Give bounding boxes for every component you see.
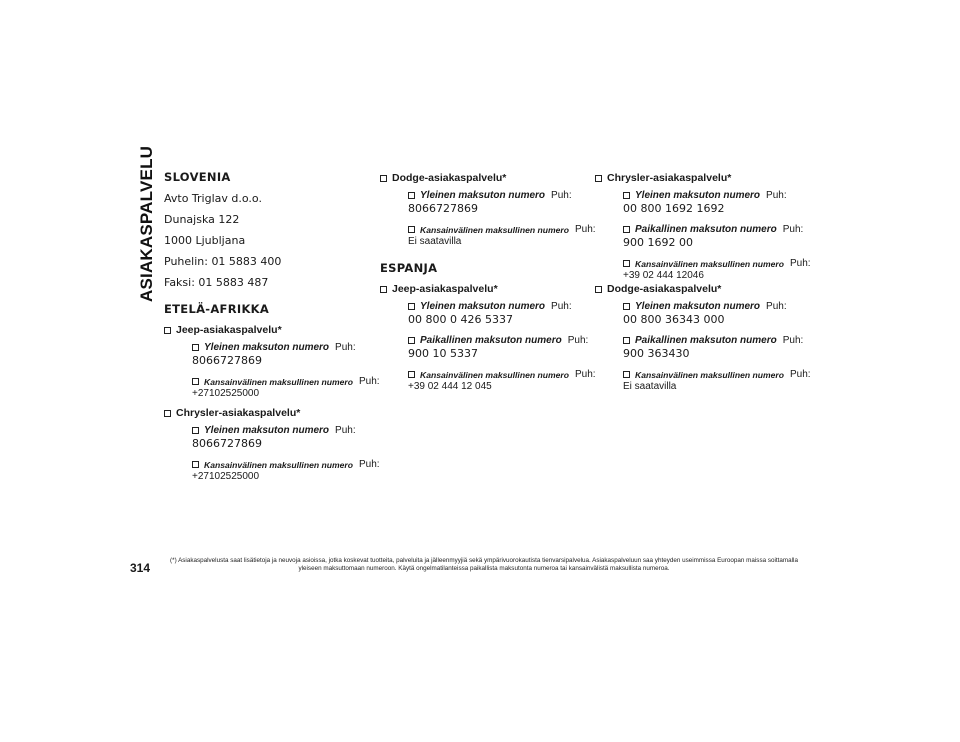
item-label: Yleinen maksuton numero (204, 342, 330, 353)
column-2 (380, 168, 596, 400)
checkbox-bullet-icon (408, 337, 415, 344)
za-chrysler-item2 (192, 459, 380, 482)
es-chrysler-item1 (623, 190, 795, 216)
es-dodge-item1 (623, 301, 795, 327)
es-chrysler-item2 (623, 224, 804, 250)
checkbox-bullet-icon (408, 192, 415, 199)
phone-number: 900 363430 (623, 347, 690, 360)
checkbox-bullet-icon (408, 303, 415, 310)
es-dodge-service (595, 283, 795, 295)
za-dodge-item1 (408, 190, 575, 216)
checkbox-bullet-icon (623, 260, 630, 267)
puh-label: Puh: (567, 335, 589, 346)
phone-number: 00 800 36343 000 (623, 313, 725, 326)
heading-slovenia: SLOVENIA (164, 170, 231, 184)
es-dodge-item3 (623, 369, 811, 392)
checkbox-bullet-icon (192, 344, 199, 351)
checkbox-bullet-icon (408, 226, 415, 233)
checkbox-bullet-icon (595, 175, 602, 182)
puh-label: Puh: (766, 190, 787, 201)
column-1 (164, 168, 380, 490)
slovenia-line: 1000 Ljubljana (164, 234, 246, 247)
item-label: Paikallinen maksuton numero (420, 335, 562, 346)
puh-label: Puh: (766, 301, 787, 312)
slovenia-line: Puhelin: 01 5883 400 (164, 255, 282, 268)
phone-number: 900 10 5337 (408, 347, 478, 360)
checkbox-bullet-icon (192, 427, 199, 434)
es-jeep-item3 (408, 369, 596, 392)
za-jeep-service (164, 324, 354, 336)
slovenia-line: Dunajska 122 (164, 213, 240, 226)
es-chrysler-item3 (623, 258, 811, 281)
item-label: Yleinen maksuton numero (204, 425, 330, 436)
checkbox-bullet-icon (623, 303, 630, 310)
checkbox-bullet-icon (164, 327, 171, 334)
checkbox-bullet-icon (623, 337, 630, 344)
es-jeep-service (380, 283, 575, 295)
puh-label: Puh: (575, 224, 596, 235)
za-dodge-service (380, 172, 575, 184)
za-chrysler-label: Chrysler-asiakaspalvelu* (176, 407, 301, 419)
es-chrysler-service (595, 172, 795, 184)
puh-label: Puh: (790, 258, 811, 269)
item-label: Kansainvälinen maksullinen numero (635, 258, 785, 269)
checkbox-bullet-icon (380, 175, 387, 182)
slovenia-line: Faksi: 01 5883 487 (164, 276, 269, 289)
side-title-text: ASIAKASPALVELU (137, 145, 156, 302)
es-jeep-label: Jeep-asiakaspalvelu* (392, 283, 498, 295)
column-3 (595, 168, 811, 400)
es-jeep-item1 (408, 301, 575, 327)
slovenia-line: Avto Triglav d.o.o. (164, 192, 262, 205)
item-label: Kansainvälinen maksullinen numero (204, 459, 354, 470)
item-label: Kansainvälinen maksullinen numero (204, 376, 354, 387)
checkbox-bullet-icon (595, 286, 602, 293)
page-number: 314 (130, 561, 151, 575)
phone-number: 900 1692 00 (623, 236, 693, 249)
es-dodge-label: Dodge-asiakaspalvelu* (607, 283, 722, 295)
phone-number: 8066727869 (408, 202, 478, 215)
puh-label: Puh: (790, 369, 811, 380)
za-jeep-item1 (192, 342, 354, 368)
phone-number: 8066727869 (192, 437, 262, 450)
puh-label: Puh: (359, 459, 380, 470)
za-dodge-label: Dodge-asiakaspalvelu* (392, 172, 507, 184)
phone-number: +27102525000 (192, 388, 260, 399)
za-jeep-item2 (192, 376, 380, 399)
checkbox-bullet-icon (192, 378, 199, 385)
item-label: Kansainvälinen maksullinen numero (420, 224, 570, 235)
phone-number: +39 02 444 12 045 (408, 381, 492, 392)
phone-number: +27102525000 (192, 471, 260, 482)
checkbox-bullet-icon (164, 410, 171, 417)
item-label: Paikallinen maksuton numero (635, 335, 777, 346)
puh-label: Puh: (551, 301, 572, 312)
side-title (134, 145, 160, 302)
phone-number: +39 02 444 12046 (623, 270, 704, 281)
checkbox-bullet-icon (623, 226, 630, 233)
za-chrysler-service (164, 407, 354, 419)
item-label: Paikallinen maksuton numero (635, 224, 777, 235)
checkbox-bullet-icon (380, 286, 387, 293)
phone-number: Ei saatavilla (408, 236, 462, 247)
puh-label: Puh: (335, 425, 356, 436)
puh-label: Puh: (335, 342, 356, 353)
checkbox-bullet-icon (408, 371, 415, 378)
za-chrysler-item1 (192, 425, 354, 451)
item-label: Yleinen maksuton numero (420, 190, 546, 201)
item-label: Kansainvälinen maksullinen numero (635, 369, 785, 380)
es-jeep-item2 (408, 335, 589, 361)
footnote: (*) Asiakaspalvelusta saat lisätietoja ja neuvoja asioissa, jotka koskevat tuotteita, palveluita ja jälleenmyyjiä sekä ympärivuorokautista tienvarsipalvelua. Asiakaspalveluun saa yhteyden useimmissa Euroopan maissa soittamalla yleiseen maksuttomaan numeroon. Käytä ongelmatilanteissa paikallista maksutonta numeroa tai kansainvälistä maksullista numeroa. (170, 557, 798, 572)
puh-label: Puh: (551, 190, 572, 201)
checkbox-bullet-icon (192, 461, 199, 468)
phone-number: 8066727869 (192, 354, 262, 367)
item-label: Yleinen maksuton numero (635, 190, 761, 201)
checkbox-bullet-icon (623, 371, 630, 378)
item-label: Yleinen maksuton numero (635, 301, 761, 312)
es-chrysler-label: Chrysler-asiakaspalvelu* (607, 172, 732, 184)
heading-espanja: ESPANJA (380, 261, 438, 275)
es-dodge-item2 (623, 335, 804, 361)
puh-label: Puh: (359, 376, 380, 387)
za-dodge-item2 (408, 224, 596, 247)
puh-label: Puh: (782, 335, 804, 346)
phone-number: 00 800 0 426 5337 (408, 313, 513, 326)
puh-label: Puh: (782, 224, 804, 235)
phone-number: 00 800 1692 1692 (623, 202, 725, 215)
item-label: Kansainvälinen maksullinen numero (420, 369, 570, 380)
puh-label: Puh: (575, 369, 596, 380)
checkbox-bullet-icon (623, 192, 630, 199)
za-jeep-label: Jeep-asiakaspalvelu* (176, 324, 282, 336)
heading-etela-afrikka: ETELÄ-AFRIKKA (164, 302, 270, 316)
item-label: Yleinen maksuton numero (420, 301, 546, 312)
phone-number: Ei saatavilla (623, 381, 677, 392)
